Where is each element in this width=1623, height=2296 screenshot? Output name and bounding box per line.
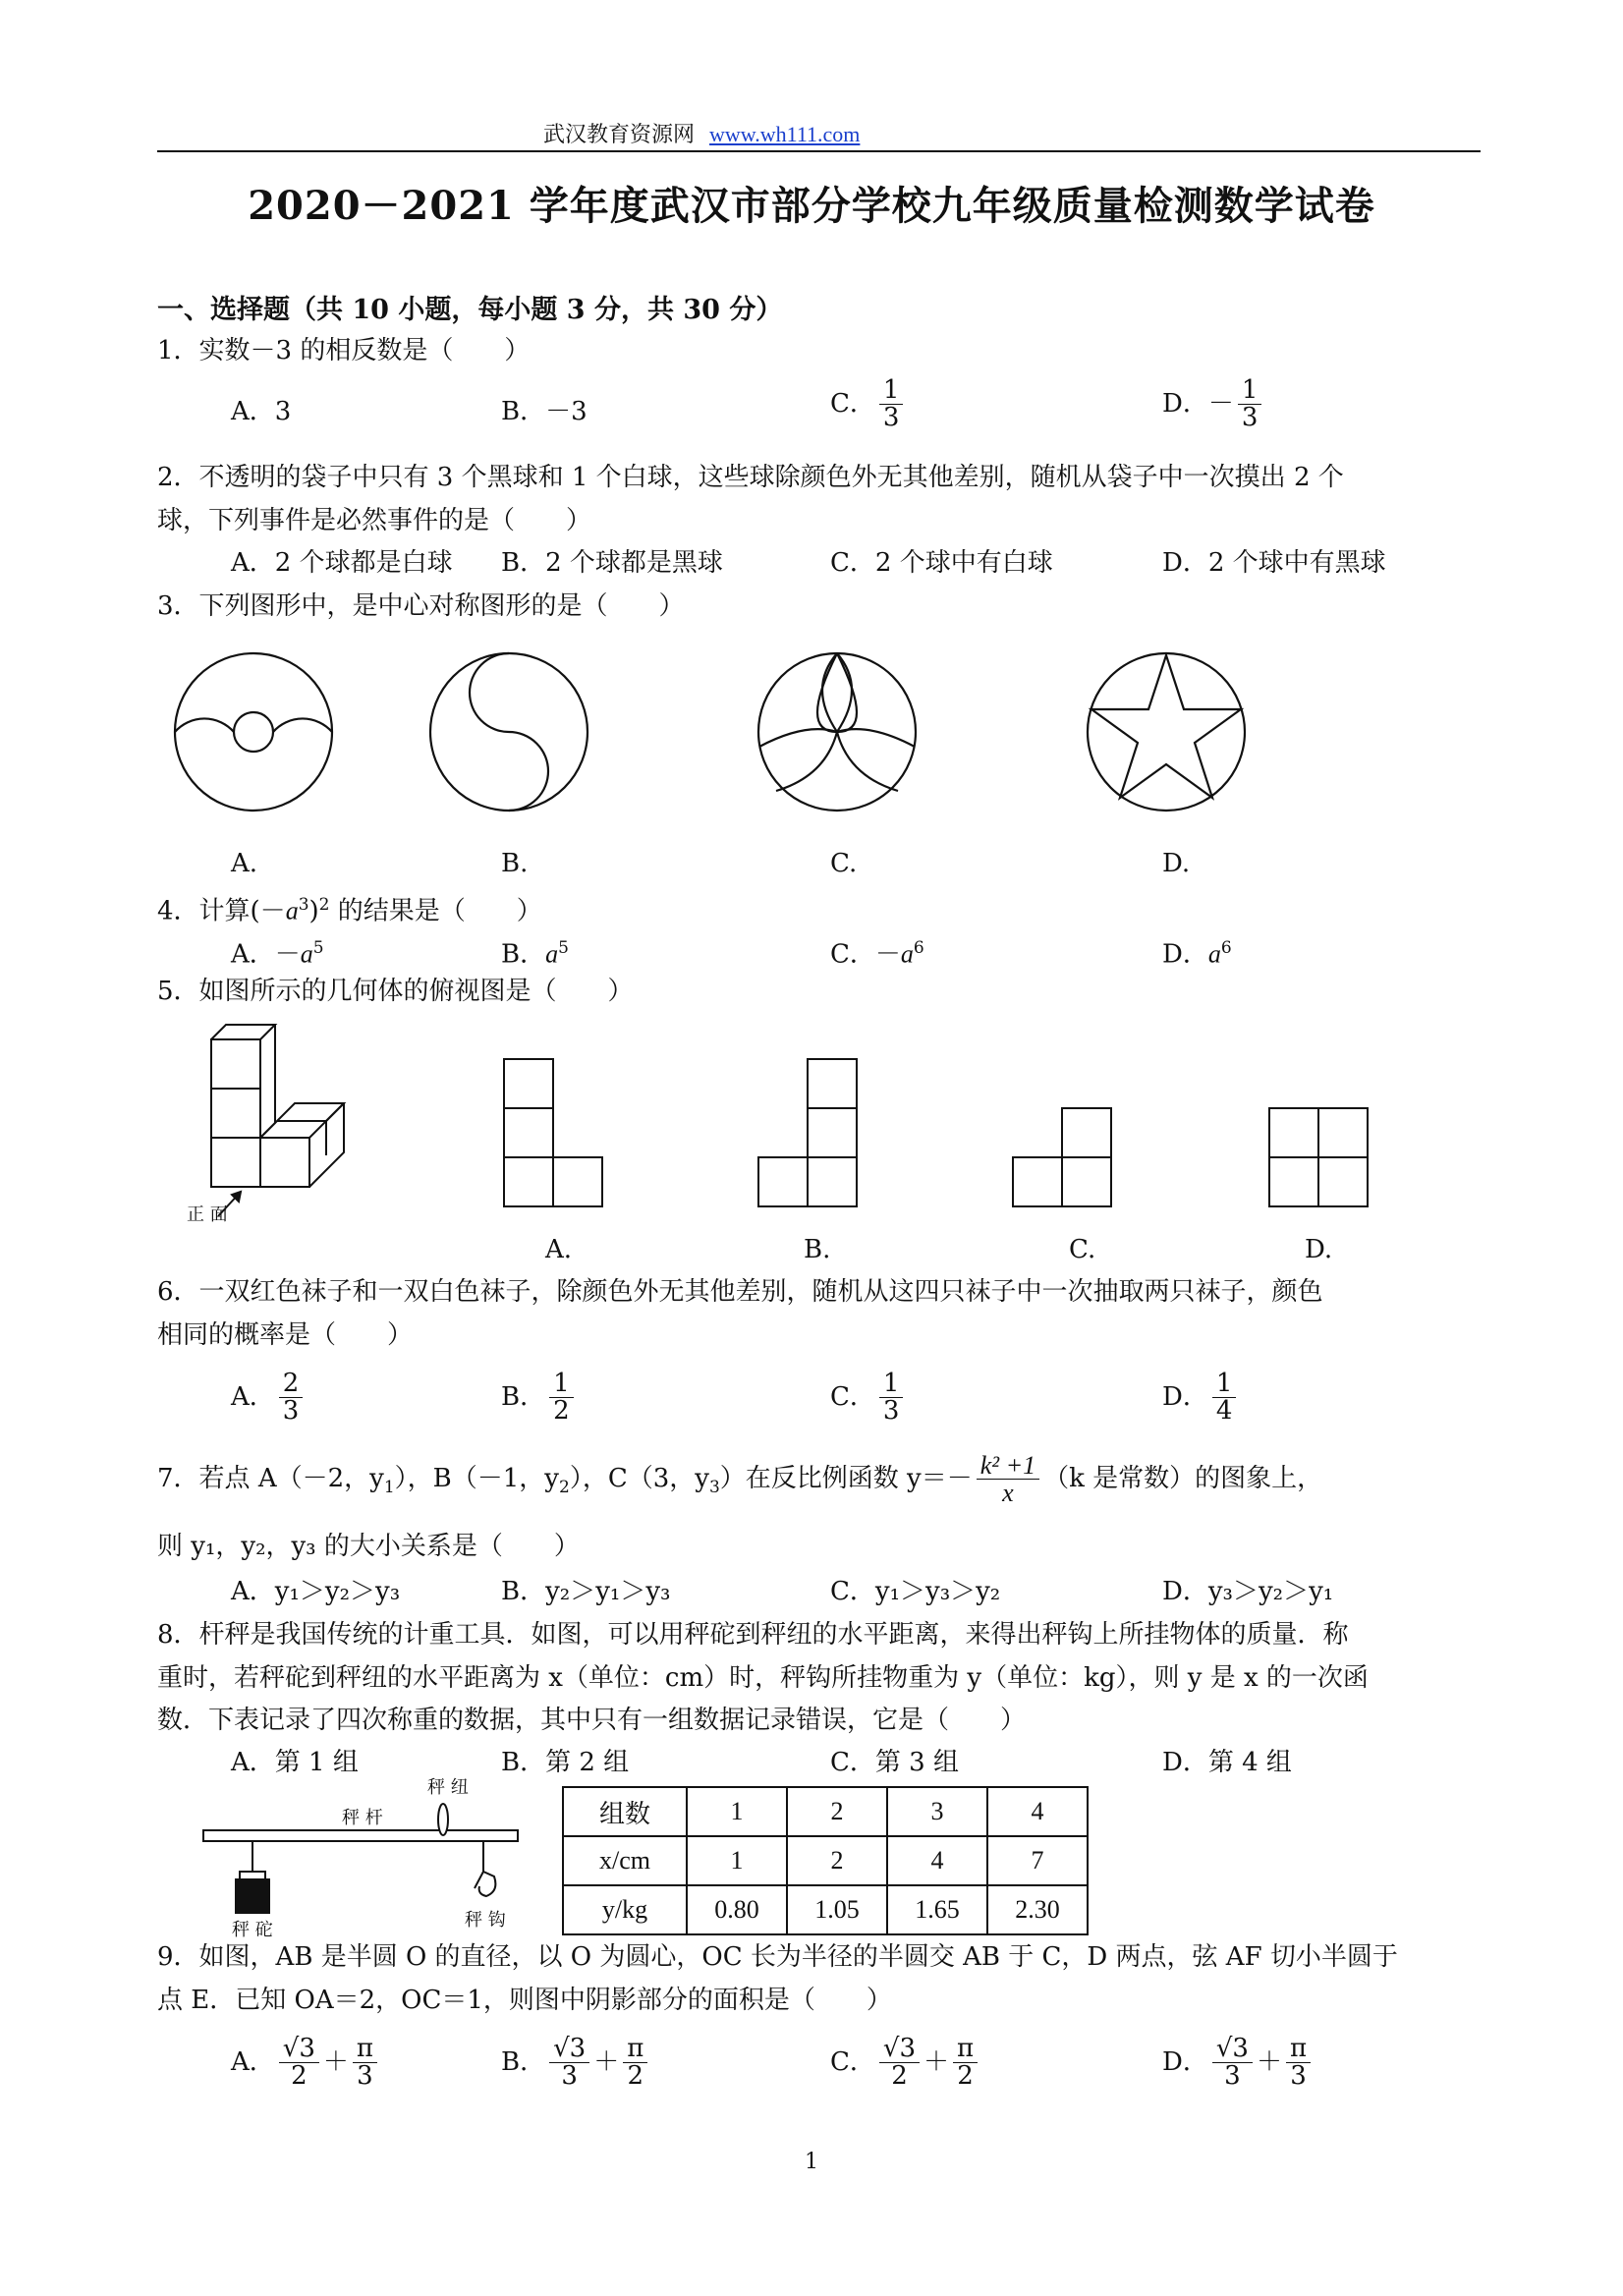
- q3-option-d[interactable]: D.: [1162, 849, 1191, 878]
- fraction: [353, 2036, 377, 2091]
- denominator: 2: [627, 2061, 644, 2092]
- function-text: ）在反比例函数 y＝－: [719, 1463, 973, 1493]
- site-link[interactable]: www.wh111.com: [709, 122, 861, 146]
- table-cell: 7: [987, 1836, 1088, 1885]
- table-cell: 2.30: [987, 1885, 1088, 1934]
- denominator: 3: [1241, 403, 1259, 433]
- q7-option-b[interactable]: B．y₂＞y₁＞y₃: [501, 1577, 671, 1606]
- q8-option-a[interactable]: A．第 1 组: [231, 1748, 359, 1777]
- numerator: 1: [1238, 377, 1262, 405]
- q9-option-c[interactable]: C． $\frac{√3}{2}$ ＋ $\frac{\pi}{2}$: [830, 2036, 981, 2091]
- q9-option-d[interactable]: D． $\frac{√3}{3}$ ＋ $\frac{\pi}{3}$: [1162, 2036, 1315, 2091]
- steelyard-weight: [236, 1879, 269, 1913]
- data-table: [562, 1786, 1089, 1935]
- question-6-line1: 6．一双红色袜子和一双白色袜子，除颜色外无其他差别，随机从这四只袜子中一次抽取两只袜子，颜色: [157, 1277, 1323, 1307]
- question-2-line2: 球，下列事件是必然事件的是（ ）: [157, 506, 592, 535]
- fraction: [279, 2036, 319, 2091]
- question-3-stem: 3．下列图形中，是中心对称图形的是（ ）: [157, 591, 685, 621]
- point-b: ），B（－1，y: [394, 1463, 559, 1493]
- q3-option-b[interactable]: B.: [501, 849, 529, 878]
- denominator: 3: [1290, 2061, 1307, 2092]
- subscript: 1: [383, 1477, 395, 1497]
- table-row: [563, 1787, 1088, 1836]
- question-9-line2: 点 E．已知 OA＝2，OC＝1，则图中阴影部分的面积是（ ）: [157, 1986, 892, 2015]
- option-label: A．－: [231, 939, 301, 970]
- q9-option-a[interactable]: A． $\frac{√3}{2}$ ＋ $\frac{\pi}{3}$: [231, 2036, 381, 2091]
- q2-option-d[interactable]: D．2 个球中有黑球: [1162, 548, 1386, 578]
- stem-text: 7．若点: [157, 1463, 258, 1493]
- numerator: k² +1: [977, 1452, 1039, 1480]
- option-label: A．: [231, 2046, 275, 2077]
- option-label: C．: [830, 388, 875, 419]
- question-5-stem: 5．如图所示的几何体的俯视图是（ ）: [157, 977, 634, 1006]
- option-label: B．: [501, 2046, 546, 2077]
- variable: a: [1207, 939, 1221, 969]
- q2-option-b[interactable]: B．2 个球都是黑球: [501, 548, 723, 578]
- fraction: [549, 2036, 589, 2091]
- fraction: [879, 2036, 920, 2091]
- point-c: ），C（3，y: [569, 1463, 709, 1493]
- question-8-line1: 8．杆秤是我国传统的计重工具．如图，可以用秤砣到秤纽的水平距离，来得出秤钩上所挂物体的质量．称: [157, 1620, 1349, 1650]
- numerator: 1: [879, 1371, 904, 1398]
- site-name: 武汉教育资源网: [543, 123, 696, 147]
- exponent: 5: [312, 938, 324, 958]
- label-gou: 秤 钩: [465, 1910, 506, 1931]
- question-8-line3: 数．下表记录了四次称重的数据，其中只有一组数据记录错误，它是（ ）: [157, 1706, 1027, 1735]
- q8-option-d[interactable]: D．第 4 组: [1162, 1748, 1292, 1777]
- stem-text: 的结果是（ ）: [329, 896, 542, 926]
- stem-text: ): [308, 896, 319, 926]
- point-a: A（－2，y: [257, 1463, 384, 1493]
- q3-option-a[interactable]: A.: [231, 849, 258, 878]
- table-cell: 组数: [563, 1787, 687, 1836]
- steelyard-hook: [475, 1841, 495, 1896]
- q5-option-d[interactable]: D.: [1305, 1235, 1333, 1264]
- steelyard-knob: [438, 1804, 448, 1835]
- option-label: D．: [1162, 2046, 1208, 2077]
- numerator: √3: [549, 2036, 589, 2063]
- q1-option-b[interactable]: B．－3: [501, 397, 588, 426]
- fraction: [1212, 2036, 1253, 2091]
- denominator: 3: [882, 403, 900, 433]
- fraction: [1286, 2036, 1311, 2091]
- exponent: 6: [1220, 938, 1232, 958]
- section-heading: 一、选择题（共 10 小题，每小题 3 分，共 30 分）: [157, 295, 783, 325]
- denominator: 2: [957, 2061, 974, 2092]
- q8-option-c[interactable]: C．第 3 组: [830, 1748, 959, 1777]
- exponent: 6: [913, 938, 924, 958]
- numerator: π: [623, 2036, 647, 2063]
- table-cell: 4: [987, 1787, 1088, 1836]
- table-cell: 1: [687, 1787, 787, 1836]
- numerator: 1: [879, 377, 904, 405]
- q5-option-b[interactable]: B.: [804, 1235, 831, 1264]
- q2-option-a[interactable]: A．2 个球都是白球: [231, 548, 453, 578]
- denominator: 3: [561, 2061, 578, 2092]
- option-label: A．: [231, 1381, 275, 1412]
- subscript: 2: [559, 1477, 570, 1497]
- denominator: 3: [1224, 2061, 1241, 2092]
- fraction: [623, 2036, 647, 2091]
- table-cell: y/kg: [563, 1885, 687, 1934]
- question-8-line2: 重时，若秤砣到秤纽的水平距离为 x（单位：cm）时，秤钩所挂物重为 y（单位：kg），则 y 是 x 的一次函: [157, 1663, 1369, 1693]
- table-cell: 2: [787, 1787, 887, 1836]
- denominator: 3: [282, 1396, 300, 1427]
- exponent: 3: [298, 895, 309, 915]
- q5-option-c[interactable]: C.: [1069, 1235, 1096, 1264]
- denominator: 2: [291, 2061, 308, 2092]
- label-gan: 秤 杆: [342, 1808, 383, 1828]
- option-label: D．: [1162, 1381, 1208, 1412]
- denominator: 2: [553, 1396, 570, 1427]
- front-label: 正 面: [187, 1204, 228, 1225]
- page-number: 1: [805, 2150, 818, 2174]
- exponent: 2: [318, 895, 330, 915]
- option-label: C．: [830, 2046, 875, 2077]
- table-cell: 1: [687, 1836, 787, 1885]
- option-label: D．: [1162, 939, 1208, 970]
- numerator: π: [353, 2036, 377, 2063]
- q7-option-d[interactable]: D．y₃＞y₂＞y₁: [1162, 1577, 1334, 1606]
- question-6-line2: 相同的概率是（ ）: [157, 1320, 414, 1350]
- q8-option-b[interactable]: B．第 2 组: [501, 1748, 630, 1777]
- denominator: 3: [357, 2061, 373, 2092]
- steelyard-beam: [203, 1830, 518, 1841]
- label-niu: 秤 纽: [427, 1777, 469, 1798]
- table-cell: 3: [887, 1787, 987, 1836]
- numerator: π: [953, 2036, 978, 2063]
- table-cell: 0.80: [687, 1885, 787, 1934]
- table-cell: x/cm: [563, 1836, 687, 1885]
- q7-option-a[interactable]: A．y₁＞y₂＞y₃: [231, 1577, 401, 1606]
- label-tuo: 秤 砣: [232, 1920, 273, 1940]
- variable: a: [300, 939, 313, 969]
- table-cell: 1.05: [787, 1885, 887, 1934]
- numerator: 1: [1212, 1371, 1237, 1398]
- stem-text: 4．计算(－: [157, 896, 286, 926]
- q1-option-a[interactable]: A．3: [231, 397, 292, 426]
- denominator: 2: [891, 2061, 908, 2092]
- stem-text: （k 是常数）的图象上，: [1043, 1463, 1323, 1493]
- table-row: [563, 1885, 1088, 1934]
- numerator: √3: [1212, 2036, 1253, 2063]
- numerator: √3: [279, 2036, 319, 2063]
- option-label: B．: [501, 939, 546, 970]
- denominator: 3: [882, 1396, 900, 1427]
- weight-cap: [240, 1872, 265, 1879]
- table-cell: 1.65: [887, 1885, 987, 1934]
- question-7-line2: 则 y₁，y₂，y₃ 的大小关系是（ ）: [157, 1532, 580, 1561]
- exponent: 5: [558, 938, 569, 958]
- variable: a: [285, 896, 299, 925]
- q9-option-b[interactable]: B． $\frac{√3}{3}$ ＋ $\frac{\pi}{2}$: [501, 2036, 651, 2091]
- question-2-line1: 2．不透明的袋子中只有 3 个黑球和 1 个白球，这些球除颜色外无其他差别，随机从袋子中一次摸出 2 个: [157, 463, 1344, 492]
- numerator: 2: [279, 1371, 304, 1398]
- table-cell: 2: [787, 1836, 887, 1885]
- question-9-line1: 9．如图，AB 是半圆 O 的直径，以 O 为圆心，OC 长为半径的半圆交 AB 于 C，D 两点，弦 AF 切小半圆于: [157, 1942, 1398, 1972]
- q7-option-c[interactable]: C．y₁＞y₃＞y₂: [830, 1577, 1001, 1606]
- numerator: π: [1286, 2036, 1311, 2063]
- numerator: √3: [879, 2036, 920, 2063]
- question-1-stem: 1．实数－3 的相反数是（ ）: [157, 336, 531, 365]
- q2-option-c[interactable]: C．2 个球中有白球: [830, 548, 1053, 578]
- table-cell: 4: [887, 1836, 987, 1885]
- variable: a: [545, 939, 559, 969]
- fraction: [953, 2036, 978, 2091]
- q3-option-c[interactable]: C.: [830, 849, 858, 878]
- denominator: 4: [1215, 1396, 1233, 1427]
- denominator: x: [1002, 1479, 1014, 1508]
- variable: a: [900, 939, 914, 969]
- subscript: 3: [708, 1477, 720, 1497]
- option-label: C．: [830, 1381, 875, 1412]
- option-label: D．－: [1162, 388, 1234, 419]
- table-row: [563, 1836, 1088, 1885]
- option-label: B．: [501, 1381, 546, 1412]
- numerator: 1: [549, 1371, 574, 1398]
- q5-option-a[interactable]: A.: [545, 1235, 573, 1264]
- option-label: C．－: [830, 939, 901, 970]
- page-title: 2020－2021 学年度武汉市部分学校九年级质量检测数学试卷: [248, 183, 1375, 229]
